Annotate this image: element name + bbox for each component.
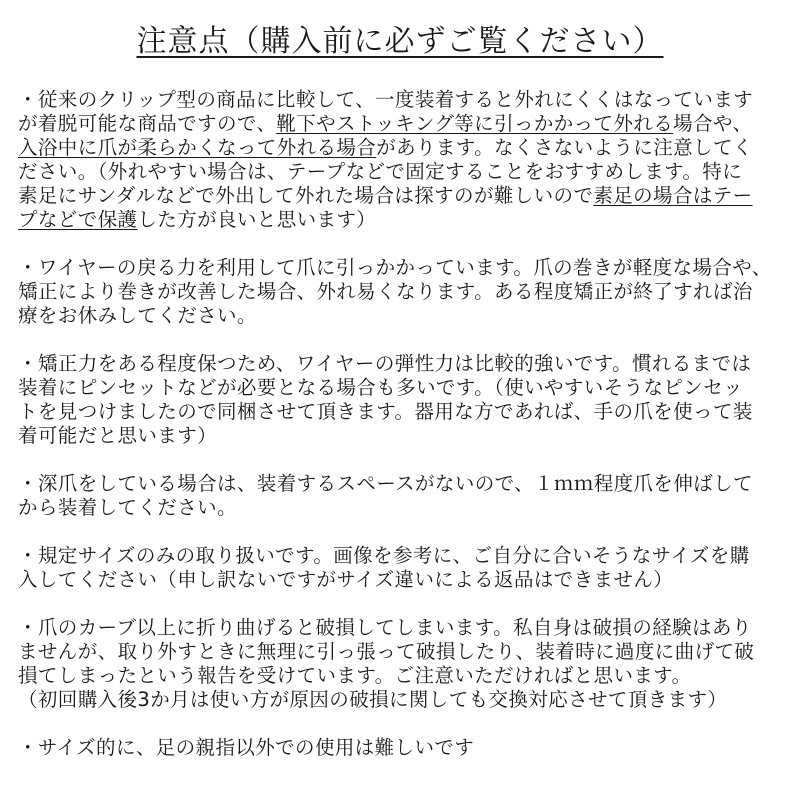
text-segment: ませんが、取り外すときに無理に引っ張って破損したり、装着時に過度に曲げて破	[18, 640, 755, 663]
text-line	[18, 568, 793, 592]
text-line	[18, 472, 793, 496]
notice-paragraph	[18, 544, 793, 592]
text-line	[18, 736, 793, 760]
text-line	[18, 304, 793, 328]
paragraph-gap	[18, 232, 793, 256]
text-segment: 損てしまったという報告を受けています。ご注意いただければと思います。	[18, 664, 692, 687]
text-line	[18, 136, 793, 160]
text-line	[18, 544, 793, 568]
text-segment: 着可能だと思います）	[18, 424, 218, 447]
text-segment: 矯正により巻きが改善した場合、外れ易くなります。ある程度矯正が終了すれば治	[18, 280, 753, 303]
text-segment: 場合や、	[673, 112, 753, 135]
page-title	[0, 20, 800, 64]
notice-paragraph	[18, 352, 793, 448]
paragraph-gap	[18, 448, 793, 472]
underlined-text: プなどで保護	[18, 208, 138, 231]
text-segment: ・深爪をしている場合は、装着するスペースがないので、１ｍｍ程度爪を伸ばして	[18, 472, 753, 495]
text-segment: （初回購入後3か月は使い方が原因の破損に関しても交換対応させて頂きます）	[18, 688, 728, 711]
text-line	[18, 400, 793, 424]
text-segment: から装着してください。	[18, 496, 237, 519]
underlined-text: 靴下やストッキング等に引っかかって外れる	[276, 112, 674, 135]
paragraph-gap	[18, 520, 793, 544]
text-line	[18, 376, 793, 400]
text-segment: ・ワイヤーの戻る力を利用して爪に引っかかっています。爪の巻きが軽度な場合や、	[18, 256, 772, 279]
notice-paragraph	[18, 736, 793, 760]
text-segment: した方が良いと思います）	[137, 208, 377, 231]
text-line	[18, 208, 793, 232]
text-segment: があります。なくさないように注意してく	[376, 136, 753, 159]
page-title-text: 注意点（購入前に必ずご覧ください）	[136, 24, 664, 59]
notice-body	[18, 88, 793, 760]
text-line	[18, 664, 793, 688]
text-segment: 素足にサンダルなどで外出して外れた場合は探すのが難しいので	[18, 184, 594, 207]
notice-paragraph	[18, 88, 793, 232]
text-line	[18, 280, 793, 304]
text-line	[18, 112, 793, 136]
text-segment: ・規定サイズのみの取り扱いです。画像を参考に、ご自分に合いそうなサイズを購	[18, 544, 750, 567]
text-line	[18, 352, 793, 376]
text-line	[18, 88, 793, 112]
text-segment: 療をお休みしてください。	[18, 304, 257, 327]
text-segment: ・爪のカーブ以上に折り曲げると破損してしまいます。私自身は破損の経験はあり	[18, 616, 752, 639]
text-line	[18, 256, 793, 280]
text-segment: ・従来のクリップ型の商品に比較して、一度装着すると外れにくくはなっています	[18, 88, 754, 111]
notice-paragraph	[18, 616, 793, 712]
text-segment: ・矯正力をある程度保つため、ワイヤーの弾性力は比較的強いです。慣れるまでは	[18, 352, 752, 375]
text-line	[18, 424, 793, 448]
paragraph-gap	[18, 328, 793, 352]
paragraph-gap	[18, 592, 793, 616]
notice-paragraph	[18, 472, 793, 520]
notice-paragraph	[18, 256, 793, 328]
text-line	[18, 184, 793, 208]
text-line	[18, 616, 793, 640]
text-line	[18, 160, 793, 184]
text-segment: 装着にピンセットなどが必要となる場合も多いです。（使いやすいそうなピンセッ	[18, 376, 743, 399]
text-segment: が着脱可能な商品ですので、	[18, 112, 277, 135]
text-segment: ださい。（外れやすい場合は、テープなどで固定することをおすすめします。特に	[18, 160, 743, 183]
underlined-text: 素足の場合はテー	[593, 184, 753, 207]
underlined-text: 入浴中に爪が柔らかくなって外れる場合	[18, 136, 377, 159]
text-line	[18, 688, 793, 712]
text-segment: トを見つけましたので同梱させて頂きます。器用な方であれば、手の爪を使って装	[18, 400, 753, 423]
text-segment: ・サイズ的に、足の親指以外での使用は難しいです	[18, 736, 475, 759]
paragraph-gap	[18, 712, 793, 736]
text-line	[18, 640, 793, 664]
text-segment: 入してください（申し訳ないですがサイズ違いによる返品はできません）	[18, 568, 674, 591]
text-line	[18, 496, 793, 520]
